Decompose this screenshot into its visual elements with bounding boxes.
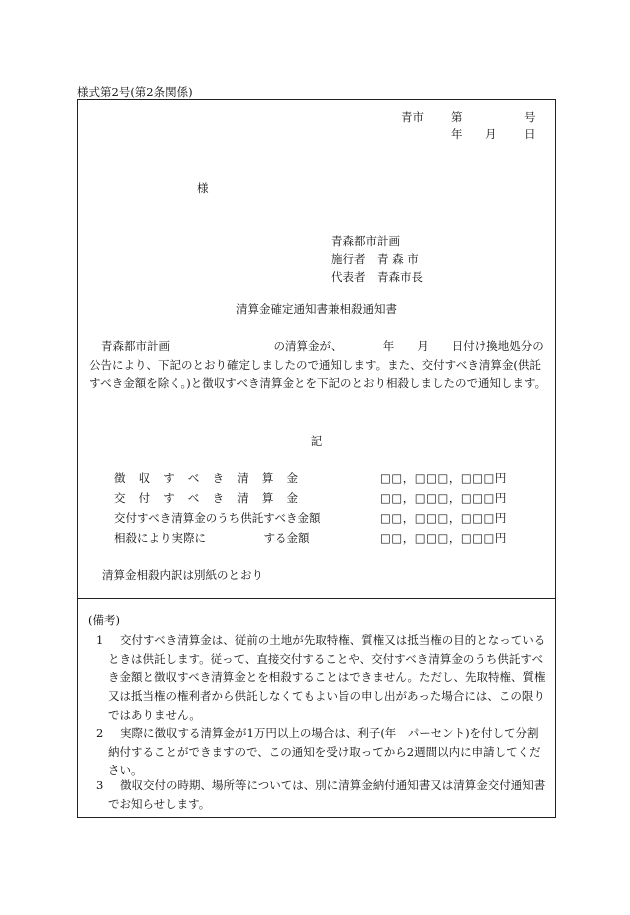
label-char: き <box>212 491 225 505</box>
notice-body-text: 青森都市計画 の清算金が、 年 月 日付け換地処分の公告により、下記のとおり確定しましたので通知します。また、交付すべき清算金(供託すべき金額を除く。)と徴収すべき清算金とを下記のとおり相殺しましたので通知します。 <box>89 339 547 391</box>
remark-number: 2 <box>96 726 104 740</box>
item-amount-deposit: □□，□□□，□□□円 <box>380 511 507 525</box>
item-label-offset: 相殺により実際に する金額 <box>114 531 310 545</box>
item-row-offset <box>114 530 544 548</box>
remark-text: 実際に徴収する清算金が1万円以上の場合は、利子(年 パーセント)を付して分割納付することができますので、この通知を受け取ってから2週間以内に申請してください。 <box>108 726 541 778</box>
form-number-label: 様式第2号(第2条関係) <box>77 85 193 99</box>
remark-text: 徴収交付の時期、場所等については、別に清算金納付通知書又は清算金交付通知書でお知らせします。 <box>108 778 546 811</box>
item-amount-grant: □□，□□□，□□□円 <box>380 491 507 505</box>
document-title: 清算金確定通知書兼相殺通知書 <box>236 302 397 316</box>
item-row-collect <box>114 470 544 488</box>
addressee-honorific: 様 <box>197 181 209 195</box>
label-char: 清 <box>237 491 249 505</box>
label-char: 算 <box>261 491 274 505</box>
remarks-heading: (備考) <box>88 613 120 627</box>
sender-plan-name: 青森都市計画 <box>331 234 400 248</box>
item-amount-collect: □□，□□□，□□□円 <box>380 471 507 485</box>
document-frame <box>77 99 556 818</box>
item-label-deposit: 交付すべき清算金のうち供託すべき金額 <box>114 511 321 525</box>
remark-item-2 <box>96 724 548 780</box>
label-char: 算 <box>261 471 274 485</box>
remark-text: 交付すべき清算金は、従前の土地が先取特権、質権又は抵当権の目的となっているときは供託します。従って、直接交付することや、交付すべき清算金のうち供託すべき金額と徴収すべき清算金とを相殺することはできません。ただし、先取特権、質権又は抵当権の権利者から供託しなくてもよい旨の申し出があった場合には、この限りではありません。 <box>108 633 546 722</box>
remark-number: 1 <box>96 633 104 647</box>
notice-body <box>89 337 549 393</box>
remark-item-3 <box>96 776 548 813</box>
ki-heading: 記 <box>310 434 323 448</box>
item-row-deposit <box>114 510 544 528</box>
label-char: き <box>212 471 225 485</box>
header-month: 月 <box>485 127 497 141</box>
sender-representative: 代表者 青森市長 <box>331 270 423 284</box>
label-char: す <box>163 471 175 485</box>
label-char: 付 <box>138 491 151 505</box>
sender-executor: 施行者 青 森 市 <box>331 252 419 266</box>
label-char: 徴 <box>114 471 126 485</box>
item-label-collect <box>114 470 298 487</box>
item-label-grant <box>114 490 298 507</box>
header-number-suffix: 号 <box>524 110 536 124</box>
breakdown-note: 清算金相殺内訳は別紙のとおり <box>102 568 263 582</box>
header-year: 年 <box>451 127 463 141</box>
remark-number: 3 <box>96 778 104 792</box>
remark-item-1 <box>96 631 548 724</box>
label-char: べ <box>187 491 200 505</box>
label-char: 収 <box>138 471 151 485</box>
label-char: 金 <box>286 471 298 485</box>
header-city: 青市 <box>401 110 424 124</box>
header-day: 日 <box>524 127 536 141</box>
label-char: 清 <box>237 471 249 485</box>
label-char: 交 <box>114 491 126 505</box>
label-char: 金 <box>286 491 298 505</box>
notice-section <box>78 100 555 599</box>
label-char: す <box>163 491 175 505</box>
header-number-prefix: 第 <box>451 110 463 124</box>
item-row-grant <box>114 490 544 508</box>
item-amount-offset: □□，□□□，□□□円 <box>380 531 507 545</box>
label-char: べ <box>187 471 200 485</box>
